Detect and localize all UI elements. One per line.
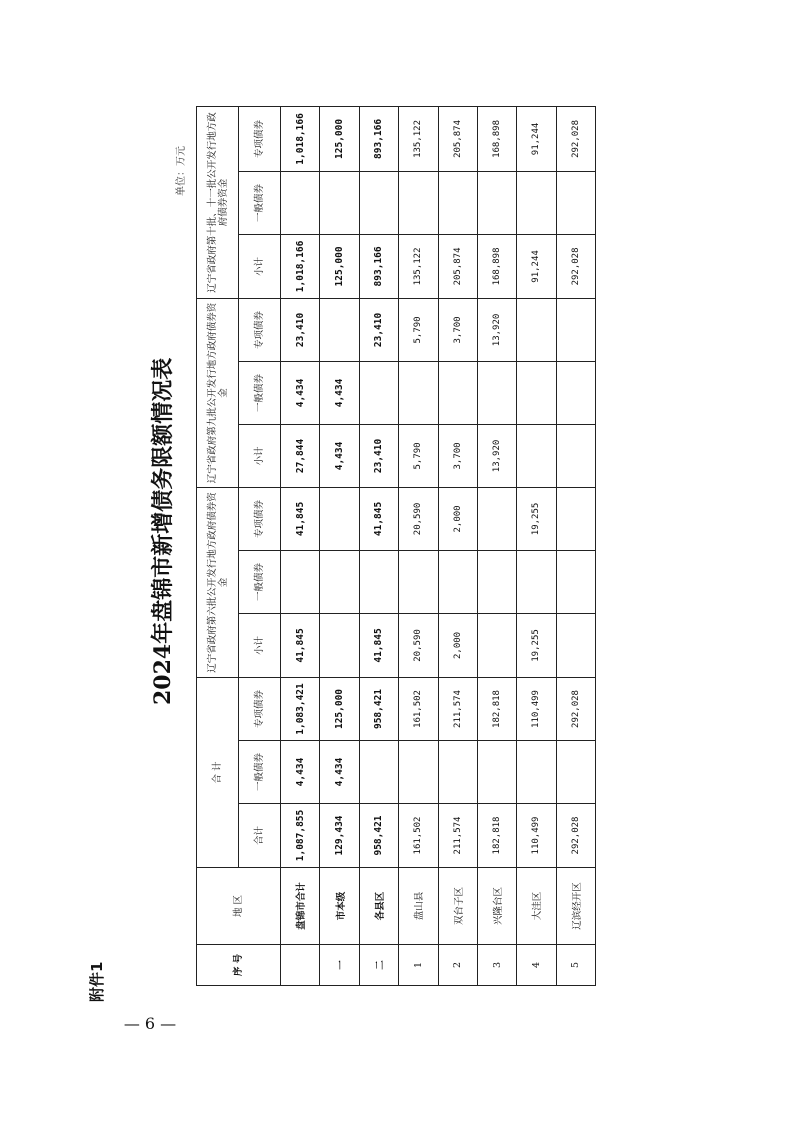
row-seq: 1 [399, 945, 438, 986]
row-value-cell [438, 171, 477, 234]
row-region-name: 大洼区 [517, 868, 556, 945]
header-total-group: 合 计 [197, 677, 239, 867]
row-value-cell [556, 171, 595, 234]
table-row [477, 106, 516, 985]
row-value-cell: 205,874 [438, 106, 477, 171]
row-value-cell: 211,574 [438, 677, 477, 740]
row-value-cell: 182,818 [477, 677, 516, 740]
row-value-cell: 20,590 [399, 487, 438, 550]
row-value-cell [399, 550, 438, 613]
debt-limit-table [196, 106, 596, 986]
row-value-cell: 211,574 [438, 804, 477, 868]
row-value-cell: 958,421 [359, 677, 398, 740]
row-seq: 4 [517, 945, 556, 986]
row-value-cell [399, 171, 438, 234]
row-value-cell: 205,874 [438, 234, 477, 298]
subheader-subtotal: 小计 [239, 234, 281, 298]
row-value-cell [281, 171, 320, 234]
table-row [399, 106, 438, 985]
row-value-cell [556, 487, 595, 550]
row-value-cell: 23,410 [359, 298, 398, 361]
row-value-cell: 2,000 [438, 487, 477, 550]
row-value-cell [517, 361, 556, 424]
row-value-cell: 27,844 [281, 424, 320, 487]
row-value-cell: 135,122 [399, 106, 438, 171]
row-value-cell: 13,920 [477, 424, 516, 487]
row-value-cell [556, 613, 595, 677]
row-value-cell: 129,434 [320, 804, 359, 868]
row-value-cell: 893,166 [359, 234, 398, 298]
row-value-cell: 2,000 [438, 613, 477, 677]
row-value-cell: 13,920 [477, 298, 516, 361]
row-value-cell [517, 741, 556, 804]
header-region: 地 区 [197, 868, 281, 945]
row-value-cell [399, 361, 438, 424]
table-row [556, 106, 595, 985]
row-value-cell: 19,255 [517, 613, 556, 677]
subheader-total: 合计 [239, 804, 281, 868]
row-value-cell: 1,018,166 [281, 106, 320, 171]
row-value-cell: 161,502 [399, 804, 438, 868]
row-region-name: 辽滨经开区 [556, 868, 595, 945]
row-value-cell: 91,244 [517, 106, 556, 171]
row-value-cell [438, 550, 477, 613]
row-region-name: 市本级 [320, 868, 359, 945]
row-value-cell [517, 298, 556, 361]
row-value-cell [359, 361, 398, 424]
row-region-name: 盘锦市合计 [281, 868, 320, 945]
row-value-cell [517, 550, 556, 613]
row-value-cell: 41,845 [281, 487, 320, 550]
row-value-cell [320, 613, 359, 677]
row-value-cell: 292,028 [556, 106, 595, 171]
row-value-cell: 168,898 [477, 106, 516, 171]
subheader-special: 专项债券 [239, 677, 281, 740]
header-batch9: 辽宁省政府第九批公开发行地方政府债券资金 [197, 298, 239, 487]
row-value-cell [477, 487, 516, 550]
debt-table-container [196, 112, 596, 986]
row-value-cell [320, 298, 359, 361]
row-value-cell: 23,410 [281, 298, 320, 361]
row-value-cell: 4,434 [281, 741, 320, 804]
row-region-name: 盘山县 [399, 868, 438, 945]
row-region-name: 双台子区 [438, 868, 477, 945]
row-value-cell: 5,790 [399, 298, 438, 361]
attachment-label: 附件1 [88, 961, 106, 1002]
document-title: 2024年盘锦市新增债务限额情况表 [150, 357, 176, 705]
row-value-cell: 125,000 [320, 106, 359, 171]
row-value-cell [477, 741, 516, 804]
row-seq: 3 [477, 945, 516, 986]
row-value-cell: 292,028 [556, 234, 595, 298]
header-seq: 序 号 [197, 945, 281, 986]
row-value-cell [556, 741, 595, 804]
subheader-general: 一般债券 [239, 550, 281, 613]
row-value-cell [438, 361, 477, 424]
row-value-cell [359, 171, 398, 234]
row-value-cell [320, 550, 359, 613]
row-value-cell: 41,845 [281, 613, 320, 677]
row-value-cell: 4,434 [320, 741, 359, 804]
row-region-name: 各县区 [359, 868, 398, 945]
row-value-cell [477, 613, 516, 677]
row-value-cell: 41,845 [359, 613, 398, 677]
row-value-cell: 3,700 [438, 424, 477, 487]
row-value-cell: 1,087,855 [281, 804, 320, 868]
row-value-cell: 125,000 [320, 234, 359, 298]
row-value-cell: 110,499 [517, 804, 556, 868]
row-value-cell: 292,028 [556, 677, 595, 740]
row-value-cell: 91,244 [517, 234, 556, 298]
table-row [517, 106, 556, 985]
row-value-cell: 3,700 [438, 298, 477, 361]
row-value-cell: 958,421 [359, 804, 398, 868]
row-value-cell: 168,898 [477, 234, 516, 298]
table-body [281, 106, 596, 985]
row-seq: 一 [320, 945, 359, 986]
row-value-cell: 5,790 [399, 424, 438, 487]
row-value-cell: 110,499 [517, 677, 556, 740]
row-value-cell [477, 171, 516, 234]
row-value-cell: 125,000 [320, 677, 359, 740]
subheader-subtotal: 小计 [239, 424, 281, 487]
table-row [281, 106, 320, 985]
table-row [438, 106, 477, 985]
subheader-general: 一般债券 [239, 171, 281, 234]
row-value-cell: 893,166 [359, 106, 398, 171]
row-value-cell [556, 550, 595, 613]
row-value-cell [477, 361, 516, 424]
row-value-cell [477, 550, 516, 613]
row-value-cell [556, 424, 595, 487]
header-batch6: 辽宁省政府第六批公开发行地方政府债券资金 [197, 487, 239, 677]
row-value-cell [320, 171, 359, 234]
row-value-cell [359, 550, 398, 613]
row-seq: 5 [556, 945, 595, 986]
row-seq: 二 [359, 945, 398, 986]
subheader-general: 一般债券 [239, 361, 281, 424]
row-value-cell: 20,590 [399, 613, 438, 677]
row-value-cell [556, 361, 595, 424]
row-value-cell [517, 171, 556, 234]
row-value-cell: 41,845 [359, 487, 398, 550]
row-region-name: 兴隆台区 [477, 868, 516, 945]
subheader-special: 专项债券 [239, 487, 281, 550]
row-value-cell [281, 550, 320, 613]
row-value-cell: 4,434 [320, 424, 359, 487]
subheader-special: 专项债券 [239, 298, 281, 361]
unit-label: 单位：万元 [176, 146, 187, 196]
row-value-cell: 4,434 [281, 361, 320, 424]
row-value-cell [320, 487, 359, 550]
header-batch10-11: 辽宁省政府第十批、十一批公开发行地方政府债券资金 [197, 106, 239, 298]
row-value-cell: 19,255 [517, 487, 556, 550]
row-seq [281, 945, 320, 986]
page-number: — 6 — [123, 1014, 177, 1033]
subheader-subtotal: 小计 [239, 613, 281, 677]
subheader-special: 专项债券 [239, 106, 281, 171]
row-value-cell: 292,028 [556, 804, 595, 868]
row-value-cell [399, 741, 438, 804]
row-value-cell: 23,410 [359, 424, 398, 487]
row-value-cell: 4,434 [320, 361, 359, 424]
row-seq: 2 [438, 945, 477, 986]
row-value-cell: 1,083,421 [281, 677, 320, 740]
row-value-cell [556, 298, 595, 361]
row-value-cell: 135,122 [399, 234, 438, 298]
row-value-cell [517, 424, 556, 487]
subheader-general: 一般债券 [239, 741, 281, 804]
row-value-cell [438, 741, 477, 804]
table-row [320, 106, 359, 985]
table-row [359, 106, 398, 985]
row-value-cell [359, 741, 398, 804]
row-value-cell: 1,018,166 [281, 234, 320, 298]
row-value-cell: 182,818 [477, 804, 516, 868]
row-value-cell: 161,502 [399, 677, 438, 740]
